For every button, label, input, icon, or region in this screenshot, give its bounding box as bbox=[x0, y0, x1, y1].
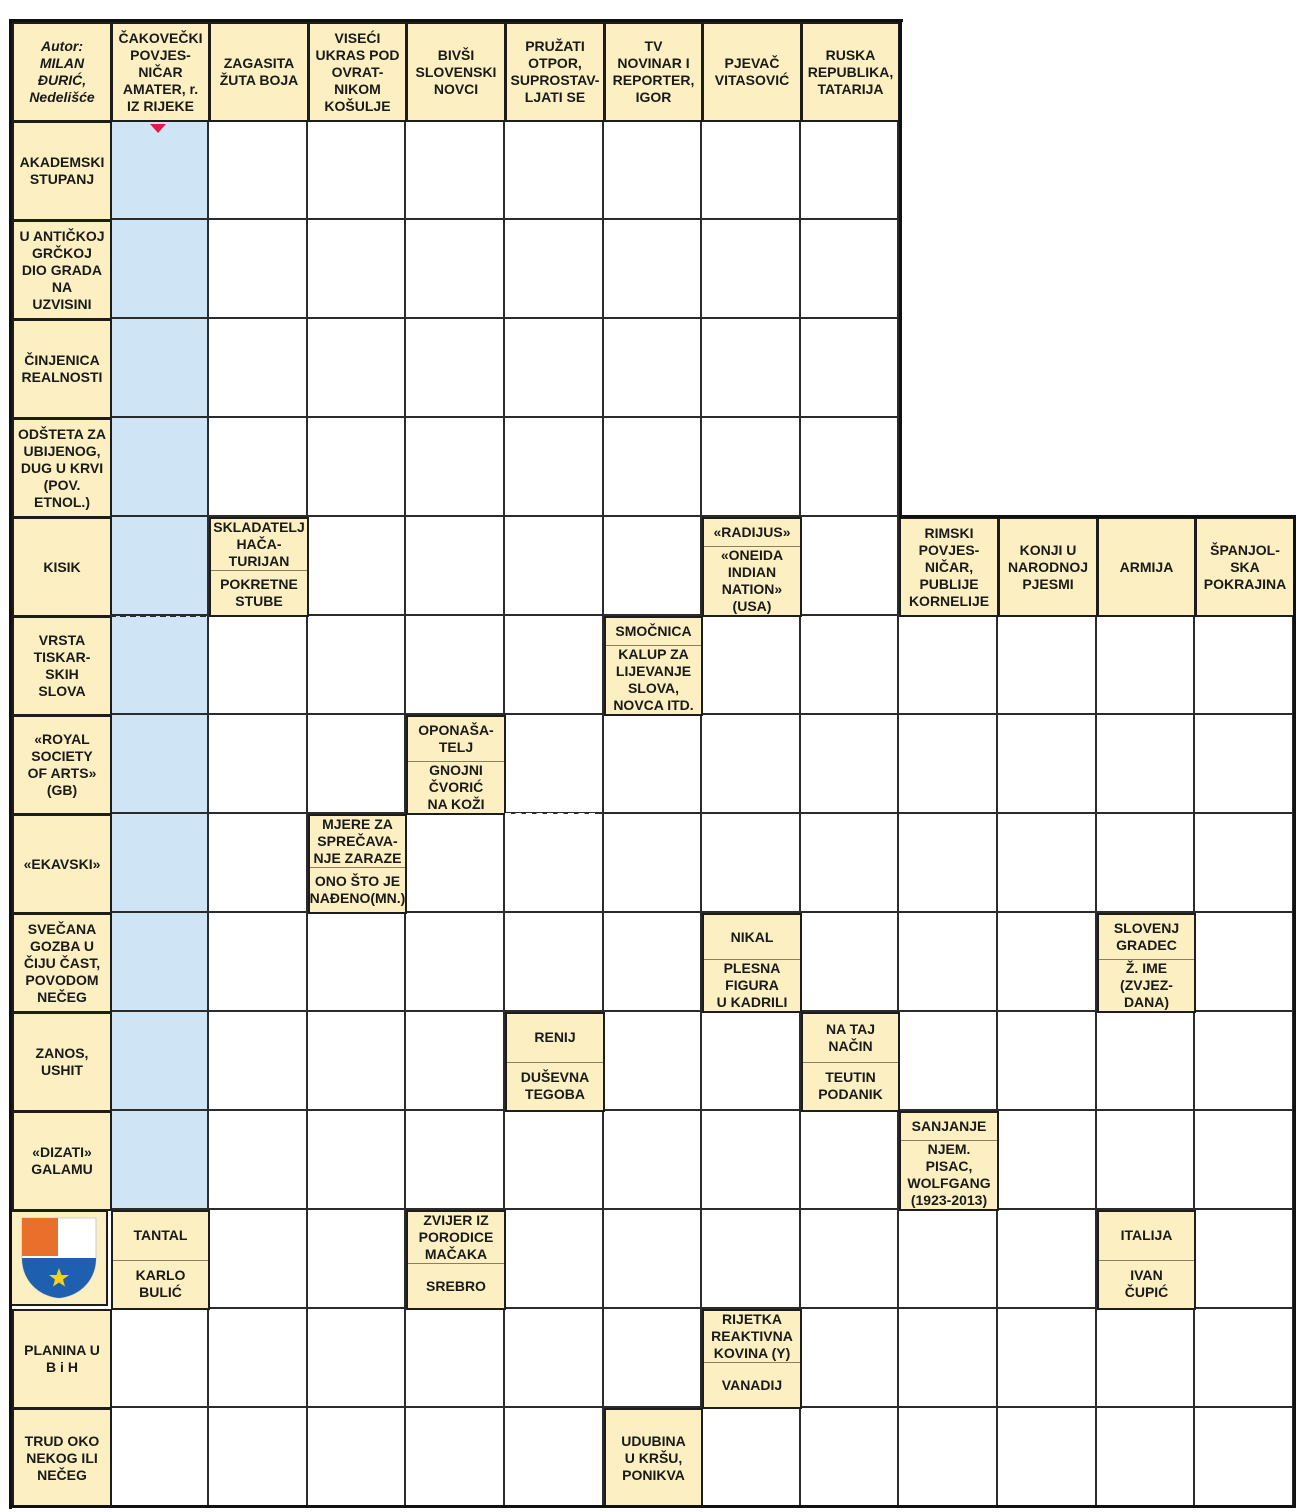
answer-cell[interactable] bbox=[209, 1210, 308, 1309]
answer-cell[interactable] bbox=[801, 121, 899, 220]
dashed-divider bbox=[505, 813, 595, 815]
answer-cell[interactable] bbox=[1195, 1408, 1294, 1507]
answer-cell[interactable] bbox=[505, 517, 604, 616]
blank-area bbox=[903, 22, 1297, 516]
answer-cell[interactable] bbox=[801, 616, 899, 715]
answer-cell[interactable] bbox=[1097, 1012, 1195, 1111]
answer-cell[interactable] bbox=[1195, 715, 1294, 814]
answer-cell[interactable] bbox=[801, 1408, 899, 1507]
answer-cell[interactable] bbox=[801, 1111, 899, 1210]
column-clue bbox=[406, 22, 506, 122]
answer-cell[interactable] bbox=[604, 1210, 702, 1309]
answer-cell[interactable] bbox=[111, 616, 209, 715]
answer-cell[interactable] bbox=[604, 1012, 702, 1111]
frame-edge bbox=[899, 515, 1296, 518]
answer-cell[interactable] bbox=[111, 121, 209, 220]
answer-cell[interactable] bbox=[998, 814, 1097, 913]
row-clue-text: AKADEMSKI STUPANJ bbox=[19, 154, 105, 187]
row-clue-text: U ANTIČKOJ GRČKOJ DIO GRADA NA UZVISINI bbox=[19, 227, 105, 312]
answer-cell[interactable] bbox=[406, 1408, 505, 1507]
answer-cell[interactable] bbox=[406, 1309, 505, 1408]
answer-cell[interactable] bbox=[505, 1111, 604, 1210]
answer-cell[interactable] bbox=[406, 220, 505, 319]
row-clue-text: PLANINA U B i H bbox=[24, 1342, 100, 1375]
answer-cell[interactable] bbox=[505, 1309, 604, 1408]
answer-cell[interactable] bbox=[801, 814, 899, 913]
answer-cell[interactable] bbox=[111, 220, 209, 319]
answer-cell[interactable] bbox=[998, 1309, 1097, 1408]
column-clue bbox=[505, 22, 605, 122]
answer-cell[interactable] bbox=[308, 1408, 406, 1507]
answer-cell[interactable] bbox=[111, 1408, 209, 1507]
column-clue-text: VISEĆI UKRAS POD OVRAT- NIKOM KOŠULJE bbox=[315, 29, 400, 114]
clue-renij-text-1: RENIJ bbox=[534, 1029, 576, 1046]
column-clue bbox=[899, 517, 999, 617]
row-clue bbox=[12, 616, 112, 716]
row-clue-text: ZANOS, USHIT bbox=[35, 1045, 89, 1078]
answer-cell[interactable] bbox=[1195, 1309, 1294, 1408]
answer-cell[interactable] bbox=[505, 814, 604, 913]
dashed-divider bbox=[110, 615, 206, 617]
answer-cell[interactable] bbox=[1097, 1309, 1195, 1408]
row-clue bbox=[12, 814, 112, 914]
answer-cell[interactable] bbox=[702, 715, 801, 814]
answer-cell[interactable] bbox=[899, 1309, 998, 1408]
answer-cell[interactable] bbox=[1195, 616, 1294, 715]
clue-rijetka-text-1: RIJETKA REAKTIVNA KOVINA (Y) bbox=[711, 1311, 793, 1361]
clue-rijetka bbox=[702, 1309, 802, 1409]
column-clue bbox=[998, 517, 1098, 617]
answer-cell[interactable] bbox=[406, 616, 505, 715]
answer-cell[interactable] bbox=[308, 616, 406, 715]
clue-rijetka-text-2: VANADIJ bbox=[704, 1362, 800, 1407]
answer-cell[interactable] bbox=[899, 1012, 998, 1111]
answer-cell[interactable] bbox=[406, 1111, 505, 1210]
answer-cell[interactable] bbox=[604, 1309, 702, 1408]
answer-cell[interactable] bbox=[702, 319, 801, 418]
answer-cell[interactable] bbox=[604, 319, 702, 418]
clue-radijus-text-2: «ONEIDA INDIAN NATION» (USA) bbox=[704, 546, 800, 615]
answer-cell[interactable] bbox=[801, 1210, 899, 1309]
answer-cell[interactable] bbox=[604, 814, 702, 913]
answer-cell[interactable] bbox=[899, 913, 998, 1012]
answer-cell[interactable] bbox=[899, 616, 998, 715]
clue-smocnica-text-2: KALUP ZA LIJEVANJE SLOVA, NOVCA ITD. bbox=[606, 645, 701, 714]
answer-cell[interactable] bbox=[308, 319, 406, 418]
answer-cell[interactable] bbox=[209, 418, 308, 517]
answer-cell[interactable] bbox=[1097, 715, 1195, 814]
answer-cell[interactable] bbox=[1195, 913, 1294, 1012]
clue-tantal-text-2: KARLO BULIĆ bbox=[113, 1260, 208, 1309]
clue-sanjanje-text-1: SANJANJE bbox=[911, 1118, 987, 1134]
answer-cell[interactable] bbox=[308, 418, 406, 517]
answer-cell[interactable] bbox=[111, 913, 209, 1012]
row-clue-text: KISIK bbox=[43, 558, 81, 575]
answer-cell[interactable] bbox=[505, 715, 604, 814]
answer-cell[interactable] bbox=[801, 319, 899, 418]
row-clue bbox=[12, 913, 112, 1013]
answer-cell[interactable] bbox=[1097, 616, 1195, 715]
answer-cell[interactable] bbox=[801, 517, 899, 616]
frame-edge bbox=[9, 19, 903, 22]
frame-edge bbox=[1293, 515, 1296, 1508]
answer-cell[interactable] bbox=[801, 418, 899, 517]
answer-cell[interactable] bbox=[209, 220, 308, 319]
answer-cell[interactable] bbox=[801, 913, 899, 1012]
clue-italija-text-1: ITALIJA bbox=[1120, 1227, 1173, 1244]
clue-skladatelj-text-1: SKLADATELJ HAČA- TURIJAN bbox=[213, 519, 305, 569]
emblem-orange-field bbox=[22, 1218, 58, 1256]
answer-cell[interactable] bbox=[209, 1111, 308, 1210]
clue-na-taj-text-2: TEUTIN PODANIK bbox=[803, 1062, 898, 1111]
clue-skladatelj bbox=[209, 517, 309, 617]
answer-cell[interactable] bbox=[998, 1012, 1097, 1111]
answer-cell[interactable] bbox=[308, 517, 406, 616]
row-clue-text: «ROYAL SOCIETY OF ARTS» (GB) bbox=[27, 731, 97, 798]
clue-italija-text-2: IVAN ČUPIĆ bbox=[1099, 1260, 1194, 1309]
answer-cell[interactable] bbox=[604, 121, 702, 220]
answer-cell[interactable] bbox=[702, 616, 801, 715]
clue-nikal-text-1: NIKAL bbox=[730, 928, 774, 945]
answer-cell[interactable] bbox=[899, 1210, 998, 1309]
clue-mjere bbox=[308, 814, 407, 914]
answer-cell[interactable] bbox=[702, 814, 801, 913]
clue-renij-text-2: DUŠEVNA TEGOBA bbox=[507, 1062, 603, 1111]
column-clue-text: ŠPANJOL- SKA POKRAJINA bbox=[1203, 541, 1287, 592]
clue-nikal-text-2: PLESNA FIGURA U KADRILI bbox=[704, 959, 800, 1011]
row-clue bbox=[12, 1111, 112, 1211]
row-clue-text: «DIZATI» GALAMU bbox=[31, 1144, 93, 1177]
answer-cell[interactable] bbox=[209, 1012, 308, 1111]
clue-oponasatelj bbox=[406, 715, 506, 815]
column-clue-text: ZAGASITA ŽUTA BOJA bbox=[219, 55, 299, 88]
row-clue bbox=[12, 715, 112, 815]
clue-mjere-text-1: MJERE ZA SPREČAVA- NJE ZARAZE bbox=[313, 816, 402, 866]
answer-cell[interactable] bbox=[899, 814, 998, 913]
clue-zvijer-text-1: ZVIJER IZ PORODICE MAČAKA bbox=[418, 1212, 494, 1262]
answer-cell[interactable] bbox=[308, 1012, 406, 1111]
answer-cell[interactable] bbox=[209, 814, 308, 913]
arrow-down-icon bbox=[150, 124, 166, 133]
clue-slovenj bbox=[1097, 913, 1196, 1013]
answer-cell[interactable] bbox=[1195, 1210, 1294, 1309]
answer-cell[interactable] bbox=[702, 220, 801, 319]
answer-cell[interactable] bbox=[702, 1408, 801, 1507]
clue-smocnica bbox=[604, 616, 703, 716]
answer-cell[interactable] bbox=[406, 814, 505, 913]
answer-cell[interactable] bbox=[998, 1210, 1097, 1309]
answer-cell[interactable] bbox=[801, 715, 899, 814]
column-clue bbox=[801, 22, 900, 122]
column-clue bbox=[308, 22, 407, 122]
row-clue-text: VRSTA TISKAR- SKIH SLOVA bbox=[33, 632, 91, 699]
column-clue bbox=[1097, 517, 1196, 617]
column-clue-text: ARMIJA bbox=[1119, 558, 1174, 575]
answer-cell[interactable] bbox=[702, 1210, 801, 1309]
answer-cell[interactable] bbox=[406, 121, 505, 220]
answer-cell[interactable] bbox=[406, 1012, 505, 1111]
clue-zvijer bbox=[406, 1210, 506, 1310]
clue-na-taj bbox=[801, 1012, 900, 1112]
answer-cell[interactable] bbox=[604, 715, 702, 814]
answer-cell[interactable] bbox=[604, 517, 702, 616]
frame-edge bbox=[9, 19, 12, 1509]
row-clue bbox=[12, 1309, 112, 1409]
row-clue bbox=[12, 121, 112, 221]
column-clue bbox=[209, 22, 309, 122]
clue-na-taj-text-1: NA TAJ NAČIN bbox=[826, 1020, 875, 1054]
clue-sanjanje-text-2: NJEM. PISAC, WOLFGANG (1923-2013) bbox=[901, 1140, 997, 1209]
row-clue bbox=[12, 1408, 112, 1508]
clue-udubina-text: UDUBINA U KRŠU, PONIKVA bbox=[621, 1432, 686, 1483]
row-clue-text: SVEČANA GOZBA U ČIJU ČAST, POVODOM NEČEG bbox=[23, 920, 101, 1005]
answer-cell[interactable] bbox=[801, 1309, 899, 1408]
frame-edge bbox=[899, 19, 902, 519]
answer-cell[interactable] bbox=[111, 1309, 209, 1408]
row-clue-text: ODŠTETA ZA UBIJENOG, DUG U KRVI (POV. ETNOL.) bbox=[18, 425, 106, 510]
answer-cell[interactable] bbox=[1097, 814, 1195, 913]
answer-cell[interactable] bbox=[209, 715, 308, 814]
answer-cell[interactable] bbox=[505, 220, 604, 319]
clue-oponasatelj-text-2: GNOJNI ČVORIĆ NA KOŽI bbox=[408, 761, 504, 813]
answer-cell[interactable] bbox=[998, 913, 1097, 1012]
answer-cell[interactable] bbox=[998, 1111, 1097, 1210]
answer-cell[interactable] bbox=[406, 418, 505, 517]
clue-zvijer-text-2: SREBRO bbox=[408, 1263, 504, 1308]
clue-italija bbox=[1097, 1210, 1196, 1310]
answer-cell[interactable] bbox=[308, 121, 406, 220]
clue-radijus-text-1: «RADIJUS» bbox=[713, 524, 791, 540]
clue-mjere-text-2: ONO ŠTO JE NAĐENO(MN.) bbox=[310, 867, 405, 912]
coat-of-arms-icon bbox=[12, 1210, 108, 1306]
answer-cell[interactable] bbox=[505, 418, 604, 517]
answer-cell[interactable] bbox=[308, 220, 406, 319]
answer-cell[interactable] bbox=[111, 418, 209, 517]
frame-edge bbox=[9, 1505, 1296, 1508]
column-clue-text: BIVŠI SLOVENSKI NOVCI bbox=[415, 46, 497, 97]
answer-cell[interactable] bbox=[505, 1408, 604, 1507]
answer-cell[interactable] bbox=[111, 517, 209, 616]
clue-slovenj-text-2: Ž. IME (ZVJEZ- DANA) bbox=[1099, 959, 1194, 1011]
answer-cell[interactable] bbox=[604, 913, 702, 1012]
answer-cell[interactable] bbox=[406, 319, 505, 418]
answer-cell[interactable] bbox=[505, 1210, 604, 1309]
answer-cell[interactable] bbox=[505, 616, 604, 715]
column-clue-text: TV NOVINAR I REPORTER, IGOR bbox=[612, 38, 695, 105]
answer-cell[interactable] bbox=[1097, 1111, 1195, 1210]
row-clue bbox=[12, 319, 112, 419]
answer-cell[interactable] bbox=[308, 1309, 406, 1408]
clue-tantal-text-1: TANTAL bbox=[133, 1227, 188, 1244]
answer-cell[interactable] bbox=[702, 1111, 801, 1210]
clue-radijus bbox=[702, 517, 802, 617]
answer-cell[interactable] bbox=[111, 1111, 209, 1210]
answer-cell[interactable] bbox=[998, 616, 1097, 715]
answer-cell[interactable] bbox=[604, 220, 702, 319]
clue-renij bbox=[505, 1012, 605, 1112]
answer-cell[interactable] bbox=[209, 1408, 308, 1507]
row-clue bbox=[12, 517, 112, 617]
column-clue bbox=[702, 22, 802, 122]
answer-cell[interactable] bbox=[406, 517, 505, 616]
row-clue-text: TRUD OKO NEKOG ILI NEČEG bbox=[24, 1432, 100, 1483]
clue-sanjanje bbox=[899, 1111, 999, 1211]
answer-cell[interactable] bbox=[111, 1012, 209, 1111]
coat-of-arms-svg bbox=[12, 1212, 106, 1304]
answer-cell[interactable] bbox=[801, 220, 899, 319]
column-clue bbox=[1195, 517, 1295, 617]
row-clue bbox=[12, 220, 112, 320]
answer-cell[interactable] bbox=[1195, 1111, 1294, 1210]
answer-cell[interactable] bbox=[998, 1408, 1097, 1507]
clue-tantal bbox=[111, 1210, 210, 1310]
answer-cell[interactable] bbox=[406, 913, 505, 1012]
answer-cell[interactable] bbox=[209, 616, 308, 715]
answer-cell[interactable] bbox=[998, 715, 1097, 814]
answer-cell[interactable] bbox=[209, 319, 308, 418]
answer-cell[interactable] bbox=[209, 121, 308, 220]
answer-cell[interactable] bbox=[111, 319, 209, 418]
column-clue-text: PJEVAČ VITASOVIĆ bbox=[714, 55, 790, 88]
answer-cell[interactable] bbox=[111, 715, 209, 814]
author-clue-text: Autor: MILAN ĐURIĆ, Nedelišće bbox=[29, 38, 95, 105]
answer-cell[interactable] bbox=[1195, 814, 1294, 913]
answer-cell[interactable] bbox=[899, 715, 998, 814]
answer-cell[interactable] bbox=[1195, 1012, 1294, 1111]
answer-cell[interactable] bbox=[702, 418, 801, 517]
column-clue bbox=[111, 22, 210, 122]
answer-cell[interactable] bbox=[111, 814, 209, 913]
column-clue-text: ČAKOVEČKI POVJES- NIČAR AMATER, r. IZ RIJEKE bbox=[118, 29, 203, 114]
column-clue bbox=[604, 22, 703, 122]
answer-cell[interactable] bbox=[308, 1210, 406, 1309]
clue-udubina bbox=[604, 1408, 703, 1508]
clue-oponasatelj-text-1: OPONAŠA- TELJ bbox=[418, 722, 494, 755]
row-clue bbox=[12, 1012, 112, 1112]
answer-cell[interactable] bbox=[702, 121, 801, 220]
answer-cell[interactable] bbox=[308, 1111, 406, 1210]
answer-cell[interactable] bbox=[505, 121, 604, 220]
row-clue bbox=[12, 418, 112, 518]
clue-smocnica-text-1: SMOČNICA bbox=[615, 623, 692, 639]
answer-cell[interactable] bbox=[604, 1111, 702, 1210]
column-clue-text: PRUŽATI OTPOR, SUPROSTAV- LJATI SE bbox=[510, 38, 600, 105]
answer-cell[interactable] bbox=[899, 1408, 998, 1507]
column-clue-text: RUSKA REPUBLIKA, TATARIJA bbox=[807, 46, 894, 97]
answer-cell[interactable] bbox=[505, 913, 604, 1012]
column-clue-text: KONJI U NARODNOJ PJESMI bbox=[1007, 541, 1089, 592]
answer-cell[interactable] bbox=[1097, 1408, 1195, 1507]
answer-cell[interactable] bbox=[209, 913, 308, 1012]
clue-slovenj-text-1: SLOVENJ GRADEC bbox=[1113, 920, 1180, 953]
answer-cell[interactable] bbox=[505, 319, 604, 418]
answer-cell[interactable] bbox=[209, 1309, 308, 1408]
row-clue-text: ČINJENICA REALNOSTI bbox=[21, 352, 103, 385]
clue-skladatelj-text-2: POKRETNE STUBE bbox=[211, 570, 307, 615]
clue-nikal bbox=[702, 913, 802, 1013]
author-clue bbox=[12, 22, 112, 122]
answer-cell[interactable] bbox=[308, 913, 406, 1012]
answer-cell[interactable] bbox=[702, 1012, 801, 1111]
answer-cell[interactable] bbox=[308, 715, 406, 814]
column-clue-text: RIMSKI POVJES- NIČAR, PUBLIJE KORNELIJE bbox=[908, 524, 990, 609]
row-clue-text: «EKAVSKI» bbox=[23, 855, 101, 872]
answer-cell[interactable] bbox=[604, 418, 702, 517]
